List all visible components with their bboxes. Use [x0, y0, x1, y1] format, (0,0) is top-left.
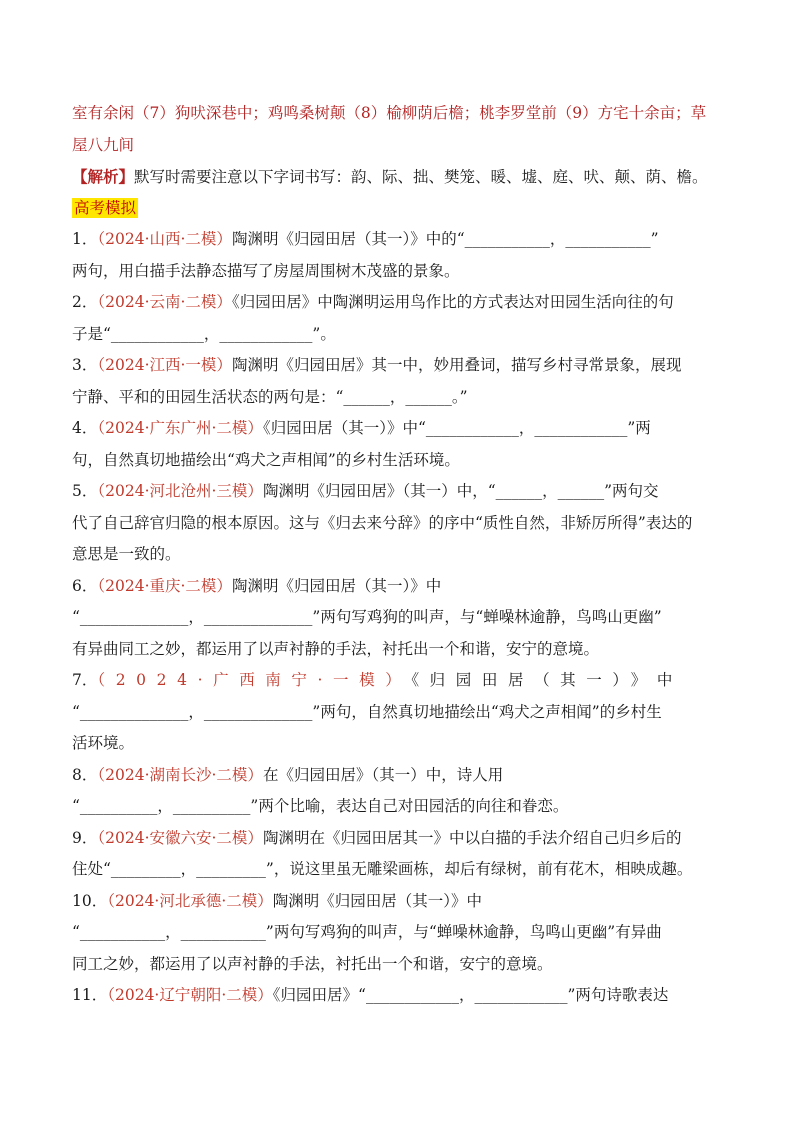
question-number: 7． — [72, 671, 98, 689]
question-text: 有异曲同工之妙，都运用了以声衬静的手法，衬托出一个和谐，安宁的意境。 — [72, 639, 600, 658]
question-source: （2024·江西·一模） — [97, 356, 232, 374]
question-number: 5． — [72, 482, 98, 500]
question-text: 子是“____________，____________”。 — [72, 324, 336, 343]
question-text: 两句，用白描手法静态描写了房屋周围树木茂盛的景象。 — [72, 261, 460, 280]
question-text: 《归园田居》“____________，____________”两句诗歌表达 — [272, 986, 669, 1004]
question-number: 1． — [72, 230, 98, 248]
question-text: 意思是一致的。 — [72, 545, 181, 563]
question-source: （2024·重庆·二模） — [97, 576, 232, 595]
question-item — [72, 350, 734, 413]
section-heading — [72, 193, 734, 225]
question-text: 住处“_________，_________”，说这里虽无雕梁画栋，却后有绿树，前有花木，相映成趣。 — [72, 860, 693, 878]
analysis-line — [72, 161, 734, 193]
question-text: 陶渊明《归园田居（其一）》中 — [231, 576, 442, 595]
question-text: 陶渊明《归园田居》（其一）中，“______，______”两句交 — [262, 482, 659, 500]
question-text: 句，自然真切地描绘出“鸡犬之声相闻”的乡村生活环境。 — [72, 450, 460, 469]
question-source: （2024·广西南宁·一模） — [97, 671, 412, 689]
question-item — [72, 571, 734, 666]
question-number: 6． — [72, 576, 98, 595]
question-item — [72, 476, 734, 571]
question-text: 陶渊明《归园田居（其一）》中 — [272, 891, 483, 910]
question-text: 活环境。 — [72, 734, 135, 752]
question-number: 8． — [72, 765, 98, 784]
analysis-label: 【解析】 — [72, 167, 135, 186]
analysis-text: 默写时需要注意以下字词书写：韵、际、拙、樊笼、暖、墟、庭、吠、颠、荫、檐。 — [134, 168, 708, 186]
question-text: 宁静、平和的田园生活状态的两句是：“______，______。” — [72, 387, 468, 406]
question-number: 3． — [72, 356, 98, 374]
question-item — [72, 665, 734, 760]
question-text: 陶渊明《归园田居（其一）》中的“___________，___________” — [231, 230, 659, 248]
question-number: 4． — [72, 419, 98, 437]
question-item — [72, 886, 734, 981]
question-number: 9． — [72, 828, 98, 847]
section-title: 高考模拟 — [74, 198, 137, 217]
answer-line: 室有余闲（7）狗吠深巷中；鸡鸣桑树颠（8）榆柳荫后檐；桃李罗堂前（9）方宅十余亩；草 — [72, 104, 707, 122]
question-text: “__________，__________”两个比喻，表达自己对田园活的向往和眷恋。 — [72, 797, 569, 815]
question-source: （2024·云南·二模） — [97, 293, 232, 311]
question-source: （2024·安徽六安·二模） — [97, 828, 263, 847]
question-number: 11． — [72, 986, 108, 1004]
question-text: 同工之妙，都运用了以声衬静的手法，衬托出一个和谐，安宁的意境。 — [72, 954, 553, 973]
question-text: “______________，______________”两句写鸡狗的叫声，与“蝉噪林逾静，鸟鸣山更幽” — [72, 608, 662, 626]
question-text: 《归园田居（其一）》中 — [411, 671, 683, 689]
question-item — [72, 287, 734, 350]
question-source: （2024·辽宁朝阳·二模） — [107, 986, 273, 1004]
question-text: 在《归园田居》（其一）中，诗人用 — [262, 765, 504, 784]
question-item — [72, 413, 734, 476]
question-source: （2024·广东广州·二模） — [97, 419, 263, 437]
question-source: （2024·山西·二模） — [97, 230, 232, 248]
answer-line: 屋八九间 — [72, 135, 135, 154]
question-source: （2024·河北沧州·三模） — [97, 482, 263, 500]
question-text: 陶渊明在《归园田居其一》中以白描的手法介绍自己归乡后的 — [262, 828, 682, 847]
question-number: 2． — [72, 293, 98, 311]
question-item — [72, 823, 734, 886]
question-text: 《归园田居（其一）》中“____________，____________”两 — [262, 419, 651, 437]
question-item — [72, 980, 734, 1012]
question-text: “______________，______________”两句，自然真切地描绘出“鸡犬之声相闻”的乡村生 — [72, 702, 662, 721]
question-text: 代了自己辞官归隐的根本原因。这与《归去来兮辞》的序中“质性自然，非矫厉所得”表达的 — [72, 513, 693, 532]
question-text: 陶渊明《归园田居》其一中，妙用叠词，描写乡村寻常景象，展现 — [231, 356, 682, 374]
question-source: （2024·湖南长沙·二模） — [97, 765, 263, 784]
question-text: 《归园田居》中陶渊明运用鸟作比的方式表达对田园生活向往的句 — [231, 293, 674, 311]
question-source: （2024·河北承德·二模） — [107, 891, 273, 910]
question-item — [72, 224, 734, 287]
question-number: 10． — [72, 891, 108, 910]
question-text: “___________，___________”两句写鸡狗的叫声，与“蝉噪林逾静，鸟鸣山更幽”有异曲 — [72, 923, 662, 941]
question-item — [72, 760, 734, 823]
